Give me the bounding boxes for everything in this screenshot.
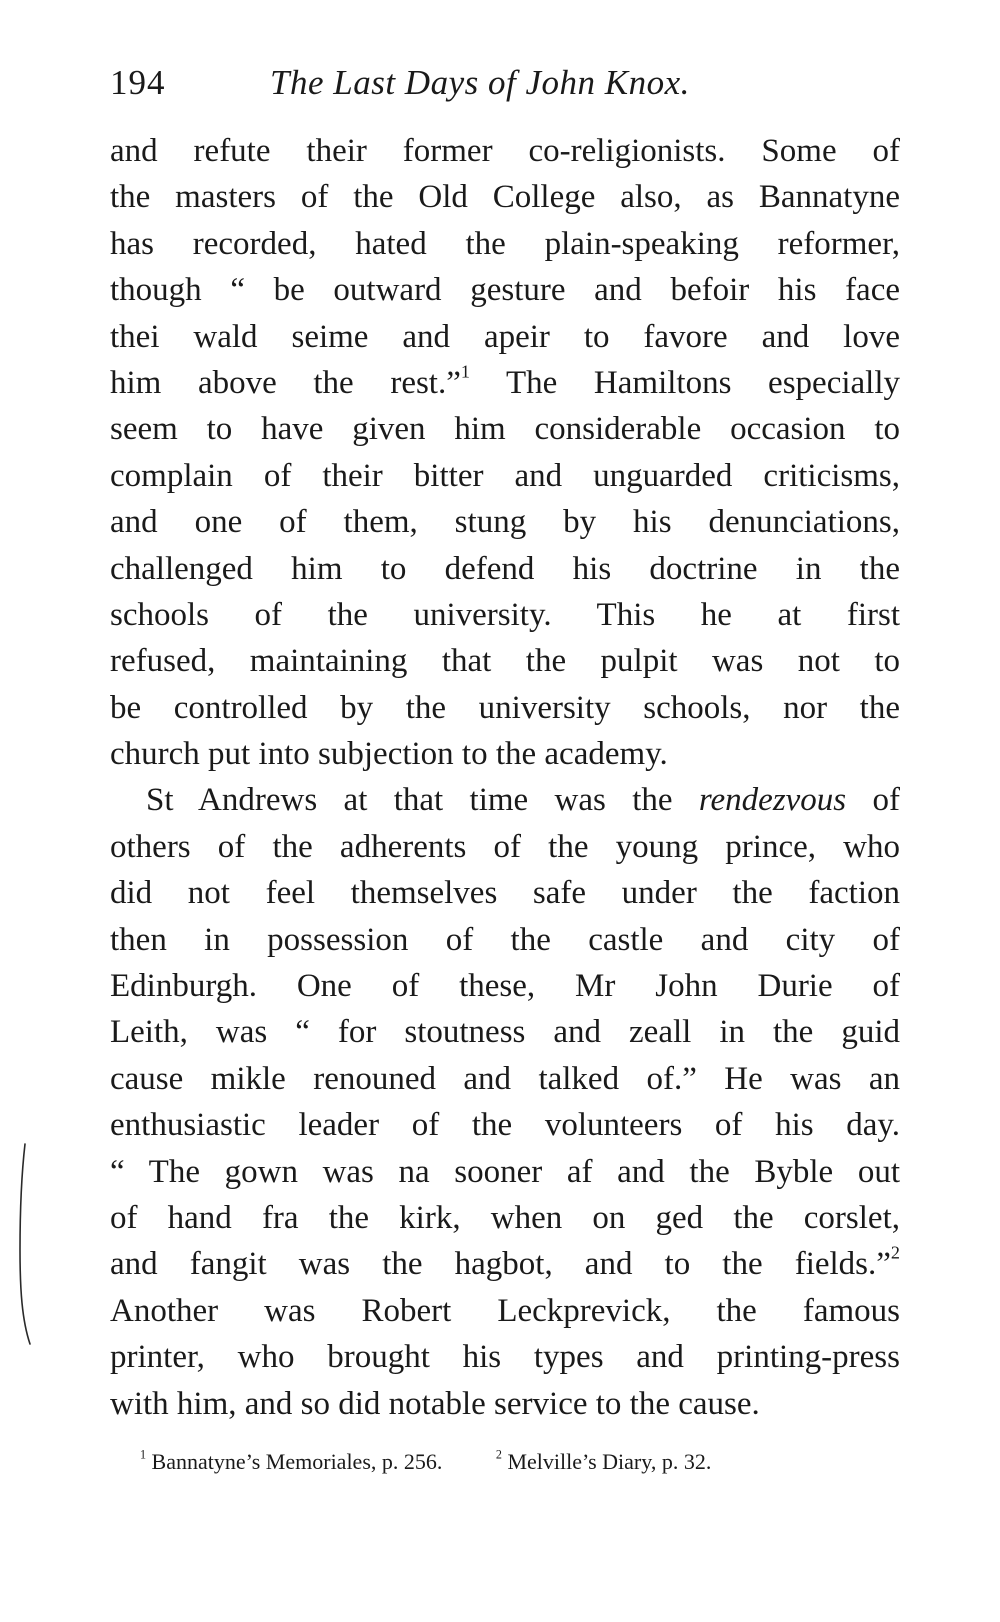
text-line: with him, and so did notable service to the cause. <box>110 1385 760 1422</box>
text-line: though “ be outward gesture and befoir his face <box>110 272 900 309</box>
text-line: printer, who brought his types and printing-press <box>110 1339 900 1376</box>
text-line: complain of their bitter and unguarded criticisms, <box>110 457 900 494</box>
text-line: the masters of the Old College also, as Bannatyne <box>110 179 900 216</box>
footnote-marker: 1 <box>140 1447 147 1462</box>
footnote <box>140 1442 442 1482</box>
text-line <box>110 1241 900 1287</box>
text-line: refused, maintaining that the pulpit was not to <box>110 643 900 680</box>
body-text <box>110 128 900 1427</box>
text-segment: and fangit was the hagbot, and to the fields.” <box>110 1246 891 1283</box>
text-segment: The Hamiltons especially <box>506 364 900 401</box>
italic-word: rendezvous <box>698 782 847 819</box>
text-line: schools of the university. This he at first <box>110 596 900 633</box>
running-title: The Last Days of John Knox. <box>270 63 690 102</box>
text-line: and refute their former co-religionists. Some of <box>110 133 900 169</box>
footnote-marker: 2 <box>495 1447 502 1462</box>
text-line: of hand fra the kirk, when on ged the corslet, <box>110 1199 900 1236</box>
text-line: then in possession of the castle and city of <box>110 921 900 958</box>
footnote-ref: 2 <box>890 1242 900 1263</box>
text-line: Edinburgh. One of these, Mr John Durie of <box>110 968 900 1005</box>
page-number: 194 <box>110 63 166 102</box>
text-segment: of <box>872 782 901 819</box>
footnote-ref: 1 <box>460 361 470 382</box>
text-line: Leith, was “ for stoutness and zeall in the guid <box>110 1014 900 1051</box>
margin-pencil-mark <box>16 1140 40 1350</box>
text-line: church put into subjection to the academy. <box>110 736 668 773</box>
footnote-text: Bannatyne’s Memoriales, p. 256. <box>151 1449 443 1474</box>
text-line: challenged him to defend his doctrine in the <box>110 550 900 587</box>
text-line <box>110 777 900 823</box>
text-line: others of the adherents of the young prince, who <box>110 828 900 865</box>
text-line: be controlled by the university schools, nor the <box>110 689 900 726</box>
text-line: Another was Robert Leckprevick, the famous <box>110 1292 900 1329</box>
text-line <box>110 360 900 406</box>
text-line: did not feel themselves safe under the faction <box>110 875 900 912</box>
text-line: enthusiastic leader of the volunteers of his day. <box>110 1107 900 1144</box>
text-line: thei wald seime and apeir to favore and love <box>110 318 900 355</box>
text-line: cause mikle renouned and talked of.” He was an <box>110 1060 900 1097</box>
footnote <box>496 1442 711 1482</box>
footnotes <box>140 1442 900 1482</box>
footnote-text: Melville’s Diary, p. 32. <box>507 1449 712 1474</box>
text-line: seem to have given him considerable occasion to <box>110 411 900 448</box>
text-segment: St Andrews at that time was the <box>146 782 673 819</box>
text-line: has recorded, hated the plain-speaking reformer, <box>110 225 900 262</box>
text-segment: him above the rest.” <box>110 364 461 401</box>
text-line: and one of them, stung by his denunciations, <box>110 504 900 541</box>
running-header <box>110 58 900 108</box>
text-line: “ The gown was na sooner af and the Byble out <box>110 1153 900 1190</box>
